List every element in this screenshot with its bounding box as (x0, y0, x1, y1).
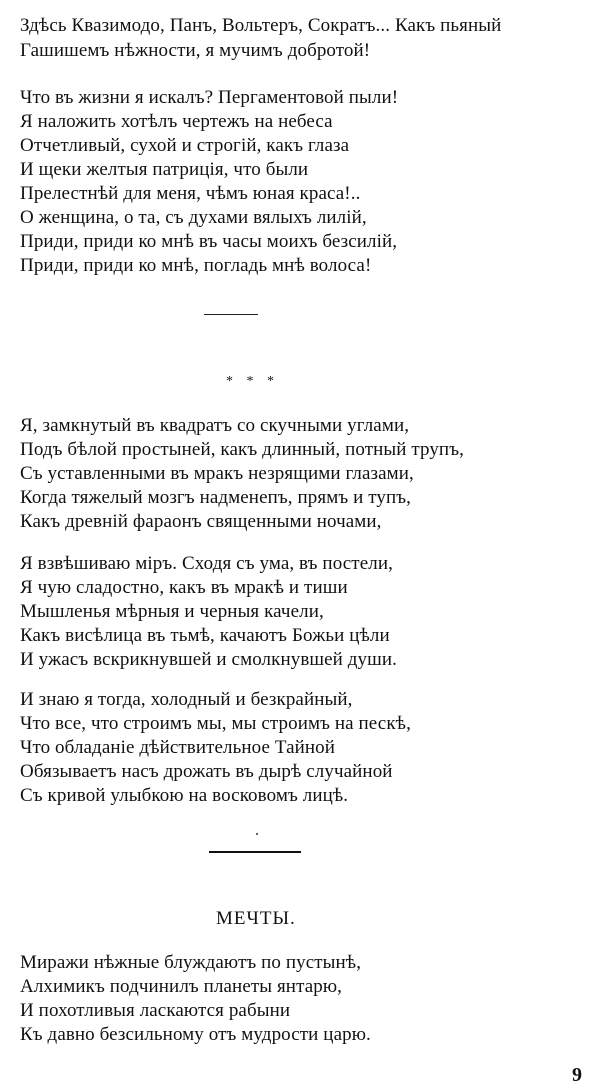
poem-line: Къ давно безсильному отъ мудрости царю. (20, 1024, 371, 1045)
poem-line: Мышленья мѣрныя и черныя качели, (20, 601, 324, 622)
poem-line: Что обладаніе дѣйствительное Тайной (20, 737, 336, 758)
poem-line: Приди, приди ко мнѣ, погладь мнѣ волоса! (20, 255, 372, 276)
poem-line: Я наложить хотѣлъ чертежъ на небеса (20, 111, 333, 132)
poem-line: О женщина, о та, съ духами вялыхъ лилій, (20, 207, 367, 228)
poem-line: Какъ висѣлица въ тьмѣ, качаютъ Божьи цѣли (20, 625, 390, 646)
page-number: 9 (572, 1064, 582, 1086)
poem-line: Прелестнѣй для меня, чѣмъ юная краса!.. (20, 183, 361, 204)
poem-line: Обязываетъ насъ дрожать въ дырѣ случайной (20, 761, 393, 782)
poem-line: Отчетливый, сухой и строгій, какъ глаза (20, 135, 350, 156)
poem-line: Какъ древній фараонъ священными ночами, (20, 511, 382, 532)
poem-line: Я, замкнутый въ квадратъ со скучными углами, (20, 415, 410, 436)
poem-line: Подъ бѣлой простыней, какъ длинный, потный трупъ, (20, 439, 464, 460)
poem-line: Гашишемъ нѣжности, я мучимъ добротой! (20, 40, 371, 61)
poem-line: Съ уставленными въ мракъ незрящими глазами, (20, 463, 414, 484)
asterism: * * * (226, 374, 279, 389)
poem-line: Миражи нѣжные блуждаютъ по пустынѣ, (20, 952, 362, 973)
poem-line: Я чую сладостно, какъ въ мракѣ и тиши (20, 577, 348, 598)
poem-line: Здѣсь Квазимодо, Панъ, Вольтеръ, Сократъ... Какъ пьяный (20, 15, 502, 36)
poem-line: И похотливыя ласкаются рабыни (20, 1000, 291, 1021)
poem-line: Я взвѣшиваю міръ. Сходя съ ума, въ постели, (20, 553, 393, 574)
section-title: МЕЧТЫ. (216, 908, 296, 929)
section-divider (209, 851, 301, 853)
section-divider (204, 314, 258, 315)
poem-line: И знаю я тогда, холодный и безкрайный, (20, 689, 353, 710)
poem-line: И ужасъ вскрикнувшей и смолкнувшей души. (20, 649, 398, 670)
poem-line: Что въ жизни я искалъ? Пергаментовой пыли! (20, 87, 399, 108)
poem-line: Съ кривой улыбкою на восковомъ лицѣ. (20, 785, 349, 806)
poem-line: Алхимикъ подчинилъ планеты янтарю, (20, 976, 342, 997)
poem-line: Когда тяжелый мозгъ надменепъ, прямъ и тупъ, (20, 487, 412, 508)
poem-line: Приди, приди ко мнѣ въ часы моихъ безсилій, (20, 231, 398, 252)
poem-line: И щеки желтыя патриція, что были (20, 159, 309, 180)
poem-line: Что все, что строимъ мы, мы строимъ на пескѣ, (20, 713, 411, 734)
print-speck (256, 833, 258, 835)
